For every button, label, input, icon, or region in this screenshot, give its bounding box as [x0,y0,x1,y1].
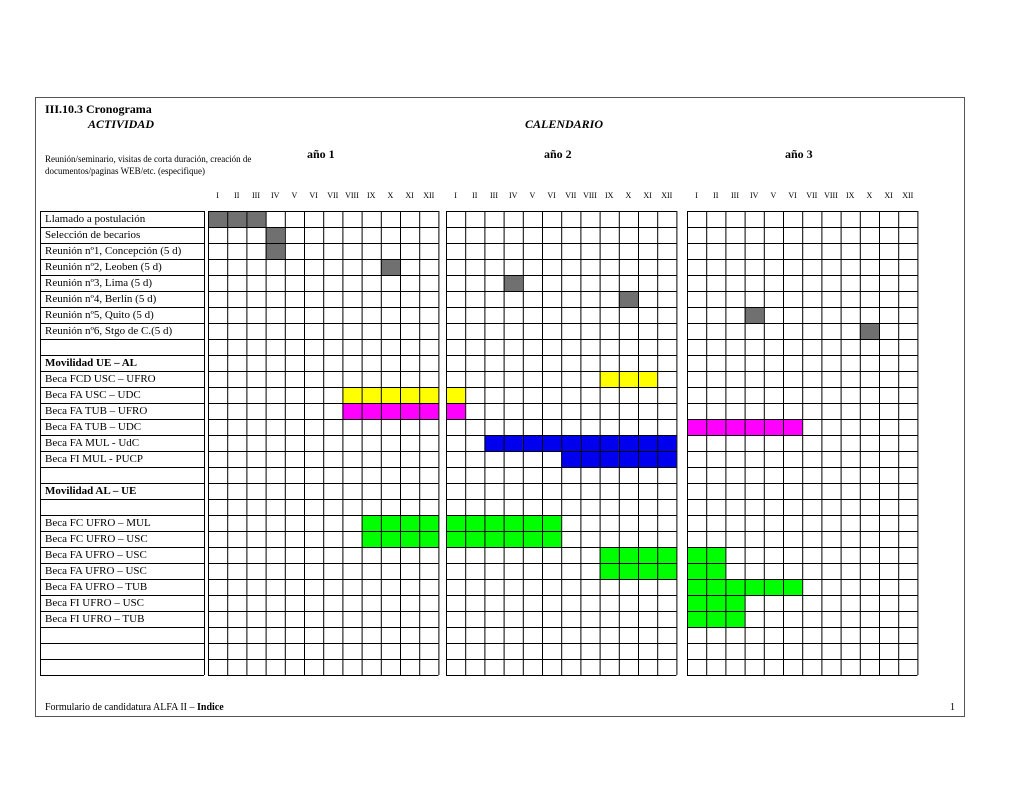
schedule-cell-blue [542,435,561,451]
schedule-cell-green [725,579,744,595]
schedule-cell-green [362,515,381,531]
activity-label: Reunión nº3, Lima (5 d) [45,277,152,289]
schedule-cell-blue [638,435,657,451]
schedule-cell-blue [580,451,599,467]
schedule-cell-yellow [381,387,400,403]
schedule-cell-green [745,579,764,595]
month-label: XII [423,191,435,200]
month-label: VI [309,191,318,200]
schedule-cell-green [504,531,523,547]
month-label: XI [643,191,652,200]
month-label: XI [405,191,414,200]
activity-label: Beca FA UFRO – USC [45,549,147,561]
schedule-cell-blue [638,451,657,467]
schedule-cell-magenta [419,403,438,419]
month-label: VI [547,191,556,200]
month-label: VIII [345,191,359,200]
schedule-cell-magenta [725,419,744,435]
schedule-cell-green [783,579,802,595]
schedule-cell-green [657,547,676,563]
schedule-cell-green [600,547,619,563]
schedule-cell-magenta [764,419,783,435]
schedule-cell-green [446,531,465,547]
schedule-cell-green [400,515,419,531]
month-label: IV [508,191,518,200]
schedule-cell-yellow [638,371,657,387]
month-label: I [454,191,457,200]
month-label: XI [884,191,893,200]
schedule-cell-green [381,515,400,531]
footer-bold-text: Indice [197,702,224,713]
schedule-cell-green [725,611,744,627]
schedule-cell-magenta [745,419,764,435]
schedule-cell-gray [266,227,285,243]
month-label: XII [661,191,673,200]
month-label: III [489,191,498,200]
month-label: VI [788,191,797,200]
schedule-cell-yellow [619,371,638,387]
schedule-cell-magenta [706,419,725,435]
schedule-cell-blue [580,435,599,451]
schedule-cell-green [619,563,638,579]
schedule-cell-magenta [381,403,400,419]
page-footer [45,702,224,713]
calendar-header: CALENDARIO [525,117,604,131]
schedule-cell-magenta [687,419,706,435]
schedule-cell-green [619,547,638,563]
schedule-cell-green [504,515,523,531]
month-label: X [387,191,394,200]
schedule-cell-green [687,563,706,579]
month-label: V [291,191,298,200]
activity-label: Beca FI UFRO – TUB [45,613,145,625]
schedule-cell-gray [745,307,764,323]
activity-label: Beca FA UFRO – USC [45,565,147,577]
activity-description: Reunión/seminario, visitas de corta duración, creación de documentos/paginas WEB/etc. (especifique) [45,154,252,176]
activity-label: Beca FCD USC – UFRO [45,373,156,385]
schedule-cell-green [419,515,438,531]
month-label: I [216,191,219,200]
activity-label: Beca FA USC – UDC [45,389,141,401]
month-label: IX [366,191,376,200]
schedule-cell-gray [381,259,400,275]
activity-label: Beca FA MUL - UdC [45,437,140,449]
activity-label: Beca FA TUB – UFRO [45,405,148,417]
schedule-cell-green [725,595,744,611]
activity-label: Reunión nº2, Leoben (5 d) [45,261,162,273]
schedule-cell-green [523,531,542,547]
schedule-cell-green [400,531,419,547]
schedule-cell-green [419,531,438,547]
year-1-label: año 1 [307,147,335,161]
month-label: VII [327,191,339,200]
schedule-cell-green [687,547,706,563]
month-label: VIII [583,191,597,200]
schedule-cell-magenta [400,403,419,419]
schedule-cell-green [706,595,725,611]
schedule-cell-green [706,563,725,579]
activity-label: Selección de becarios [45,229,141,241]
schedule-cell-gray [246,211,265,227]
year-2-label: año 2 [544,147,572,161]
schedule-cell-magenta [446,403,465,419]
schedule-cell-green [484,531,503,547]
month-label: V [770,191,777,200]
month-label: II [234,191,240,200]
schedule-cell-blue [657,435,676,451]
month-label: II [713,191,719,200]
schedule-cell-blue [619,451,638,467]
activity-label: Reunión nº6, Stgo de C.(5 d) [45,325,173,337]
schedule-cell-yellow [400,387,419,403]
schedule-cell-green [706,547,725,563]
month-label: IX [845,191,855,200]
month-label: VII [806,191,818,200]
schedule-cell-blue [484,435,503,451]
schedule-cell-green [764,579,783,595]
page-number: 1 [950,702,955,713]
schedule-cell-green [657,563,676,579]
schedule-cell-magenta [342,403,361,419]
schedule-cell-blue [600,451,619,467]
section-title: III.10.3 Cronograma [45,102,152,116]
activity-label: Llamado a postulación [45,213,146,225]
month-label: VII [565,191,577,200]
activity-label: Beca FA UFRO – TUB [45,581,148,593]
schedule-cell-green [687,579,706,595]
activity-label: Reunión nº5, Quito (5 d) [45,309,154,321]
schedule-cell-green [542,515,561,531]
activity-label: Reunión nº4, Berlín (5 d) [45,293,157,305]
activity-label: Beca FI UFRO – USC [45,597,145,609]
schedule-cell-gray [208,211,227,227]
schedule-cell-yellow [446,387,465,403]
schedule-cell-green [446,515,465,531]
activity-header: ACTIVIDAD [88,117,155,131]
activity-label: Beca FA TUB – UDC [45,421,142,433]
activity-label: Movilidad UE – AL [45,357,137,369]
schedule-cell-green [381,531,400,547]
schedule-cell-blue [504,435,523,451]
schedule-cell-yellow [342,387,361,403]
month-label: IX [604,191,614,200]
schedule-cell-blue [523,435,542,451]
schedule-cell-green [465,515,484,531]
schedule-cell-green [523,515,542,531]
schedule-cell-green [638,547,657,563]
year-3-label: año 3 [785,147,813,161]
activity-label: Beca FC UFRO – MUL [45,517,151,529]
month-label: IV [749,191,759,200]
activity-label: Beca FC UFRO – USC [45,533,148,545]
schedule-cell-green [465,531,484,547]
schedule-cell-green [484,515,503,531]
schedule-cell-green [638,563,657,579]
schedule-cell-blue [561,451,580,467]
schedule-cell-green [687,595,706,611]
schedule-cell-green [362,531,381,547]
activity-label: Reunión nº1, Concepción (5 d) [45,245,182,257]
schedule-cell-gray [619,291,638,307]
schedule-cell-blue [561,435,580,451]
month-label: VIII [824,191,838,200]
schedule-cell-green [542,531,561,547]
schedule-cell-blue [619,435,638,451]
month-label: X [866,191,873,200]
schedule-cell-gray [504,275,523,291]
schedule-cell-green [687,611,706,627]
schedule-cell-yellow [419,387,438,403]
schedule-cell-gray [227,211,246,227]
schedule-cell-magenta [362,403,381,419]
activity-label: Movilidad AL – UE [45,485,137,497]
schedule-cell-green [706,579,725,595]
month-label: II [472,191,478,200]
month-label: XII [902,191,914,200]
month-label: X [625,191,632,200]
schedule-cell-gray [266,243,285,259]
month-label: III [730,191,739,200]
schedule-cell-green [600,563,619,579]
schedule-cell-gray [860,323,879,339]
month-label: IV [270,191,280,200]
month-label: III [251,191,260,200]
schedule-cell-yellow [600,371,619,387]
schedule-cell-green [706,611,725,627]
activity-label: Beca FI MUL - PUCP [45,453,143,465]
schedule-cell-magenta [783,419,802,435]
month-label: V [529,191,536,200]
schedule-cell-blue [657,451,676,467]
month-label: I [695,191,698,200]
schedule-cell-blue [600,435,619,451]
schedule-cell-yellow [362,387,381,403]
footer-text: Formulario de candidatura ALFA II – [45,702,198,713]
